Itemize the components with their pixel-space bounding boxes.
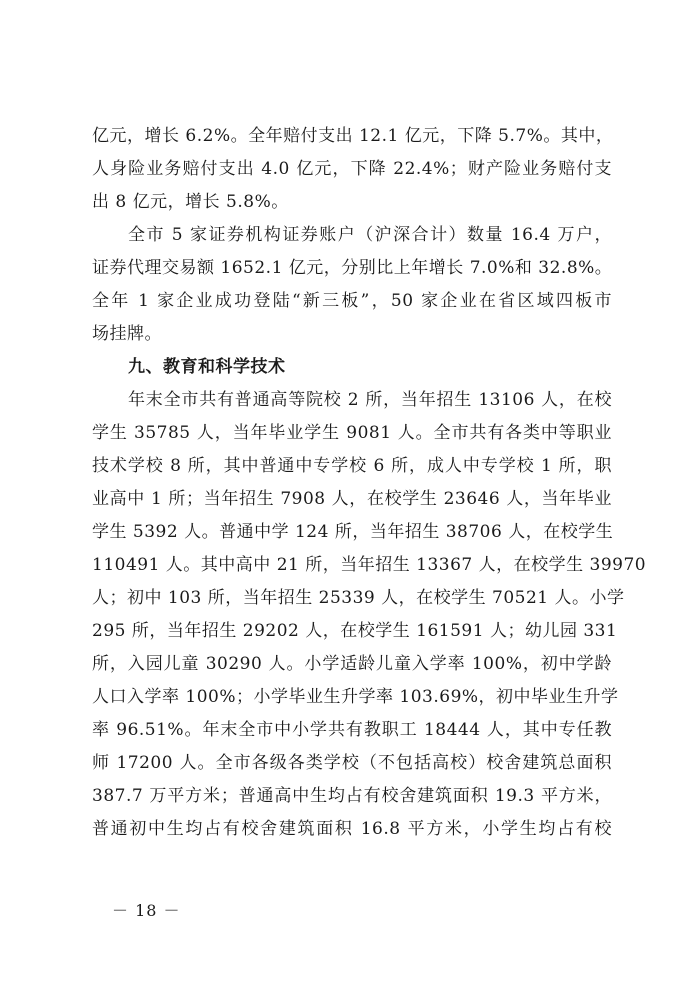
text-line: 出 8 亿元，增长 5.8%。	[92, 192, 289, 212]
text-line: 110491 人。其中高中 21 所，当年招生 13367 人，在校学生 39970	[92, 555, 647, 575]
text-line: 证券代理交易额 1652.1 亿元，分别比上年增长 7.0%和 32.8%。	[92, 258, 613, 278]
text-line: 人身险业务赔付支出 4.0 亿元，下降 22.4%；财产险业务赔付支	[92, 159, 612, 179]
text-line: 率 96.51%。年末全市中小学共有教职工 18444 人，其中专任教	[92, 720, 612, 740]
text-line: 亿元，增长 6.2%。全年赔付支出 12.1 亿元，下降 5.7%。其中，	[92, 126, 614, 146]
text-line: 师 17200 人。全市各级各类学校（不包括高校）校舍建筑总面积	[92, 753, 612, 773]
text-line: 场挂牌。	[92, 324, 162, 344]
text-line: 年末全市共有普通高等院校 2 所，当年招生 13106 人，在校	[128, 390, 612, 410]
text-line: 全年 1 家企业成功登陆“新三板”，50 家企业在省区域四板市	[92, 291, 612, 311]
text-line: 人口入学率 100%；小学毕业生升学率 103.69%，初中毕业生升学	[92, 687, 619, 707]
text-line: 学生 35785 人，当年毕业学生 9081 人。全市共有各类中等职业	[92, 423, 612, 443]
text-line: 387.7 万平方米；普通高中生均占有校舍建筑面积 19.3 平方米，	[92, 786, 612, 806]
text-line: 技术学校 8 所，其中普通中专学校 6 所，成人中专学校 1 所，职	[92, 456, 612, 476]
text-line: 295 所，当年招生 29202 人，在校学生 161591 人；幼儿园 331	[92, 621, 618, 641]
text-line: 业高中 1 所；当年招生 7908 人，在校学生 23646 人，当年毕业	[92, 489, 612, 509]
text-line: 学生 5392 人。普通中学 124 所，当年招生 38706 人，在校学生	[92, 522, 614, 542]
paragraph-securities	[92, 219, 612, 351]
section-heading: 九、教育和科学技术	[128, 357, 286, 377]
paragraph-education	[92, 384, 647, 846]
text-line: 普通初中生均占有校舍建筑面积 16.8 平方米，小学生均占有校	[92, 819, 612, 839]
page-number: － 18 －	[112, 901, 181, 920]
text-line: 全市 5 家证券机构证券账户（沪深合计）数量 16.4 万户，	[128, 225, 612, 245]
paragraph-insurance	[92, 120, 612, 219]
text-line: 人；初中 103 所，当年招生 25339 人，在校学生 70521 人。小学	[92, 588, 625, 608]
text-line: 所，入园儿童 30290 人。小学适龄儿童入学率 100%，初中学龄	[92, 654, 612, 674]
page-body	[92, 120, 647, 846]
